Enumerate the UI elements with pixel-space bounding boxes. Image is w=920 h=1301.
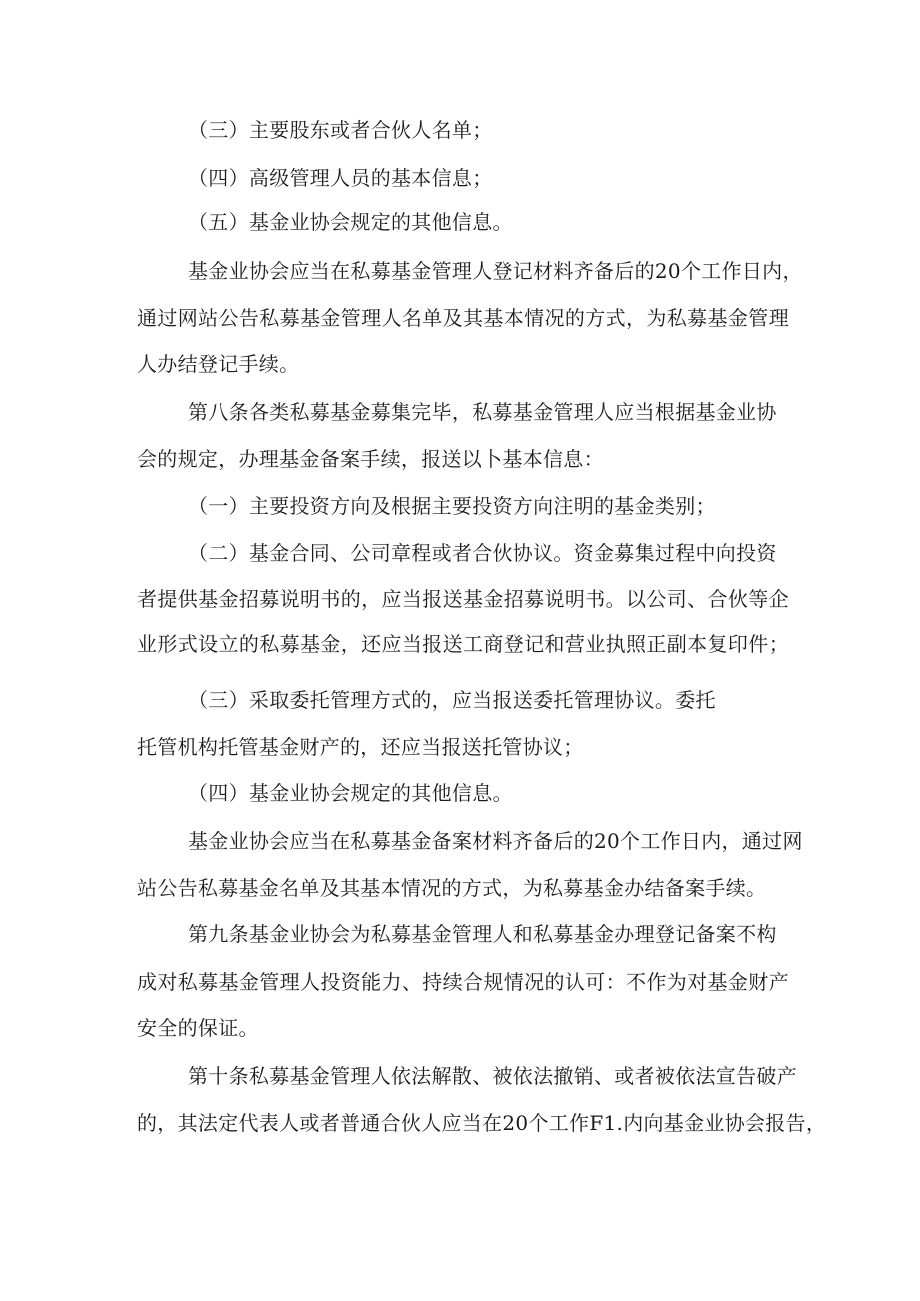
text-line-22: 的，其法定代表人或者普通合伙人应当在20个工作F1.内向基金业协会报告， (137, 1111, 827, 1135)
text-line-16: 基金业协会应当在私募基金备案材料齐备后的20个工作日内，通过网 (188, 829, 803, 853)
text-line-12: 业形式设立的私募基金，还应当报送工商登记和营业执照正副本复印件； (137, 632, 789, 656)
text-line-13: （三）采取委托管理方式的，应当报送委托管理协议。委托 (188, 688, 716, 712)
text-line-9: （一）主要投资方向及根据主要投资方向注明的基金类别； (188, 494, 716, 518)
text-line-11: 者提供基金招募说明书的，应当报送基金招募说明书。以公司、合伙等企 (137, 587, 789, 611)
text-line-6: 人办结登记手续。 (137, 352, 300, 376)
text-line-18: 第九条基金业协会为私募基金管理人和私募基金办理登记备案不构 (188, 922, 777, 946)
text-line-20: 安全的保证。 (137, 1016, 259, 1040)
text-line-15: （四）基金业协会规定的其他信息。 (188, 781, 513, 805)
text-line-14: 托管机构托管基金财产的，还应当报送托管协议； (137, 735, 584, 759)
text-line-17: 站公告私募基金名单及其基本情况的方式，为私募基金办结备案手续。 (137, 876, 767, 900)
text-line-7: 第八条各类私募基金募集完毕，私募基金管理人应当根据基金业协 (188, 400, 777, 424)
text-line-21: 第十条私募基金管理人依法解散、被依法撤销、或者被依法宣告破产 (188, 1064, 797, 1088)
text-line-5: 通过网站公告私募基金管理人名单及其基本情况的方式，为私募基金管理 (137, 306, 789, 330)
text-line-1: （三）主要股东或者合伙人名单； (188, 118, 493, 142)
text-line-10: （二）基金合同、公司章程或者合伙协议。资金募集过程中向投资 (188, 541, 777, 565)
text-line-8: 会的规定，办理基金备案手续，报送以卜基本信息： (137, 447, 604, 471)
text-line-3: （五）基金业协会规定的其他信息。 (188, 210, 513, 234)
text-line-4: 基金业协会应当在私募基金管理人登记材料齐备后的20个工作日内， (188, 259, 803, 283)
text-line-19: 成对私募基金管理人投资能力、持续合规情况的认可：不作为对基金财产 (137, 970, 789, 994)
text-line-2: （四）高级管理人员的基本信息； (188, 166, 493, 190)
